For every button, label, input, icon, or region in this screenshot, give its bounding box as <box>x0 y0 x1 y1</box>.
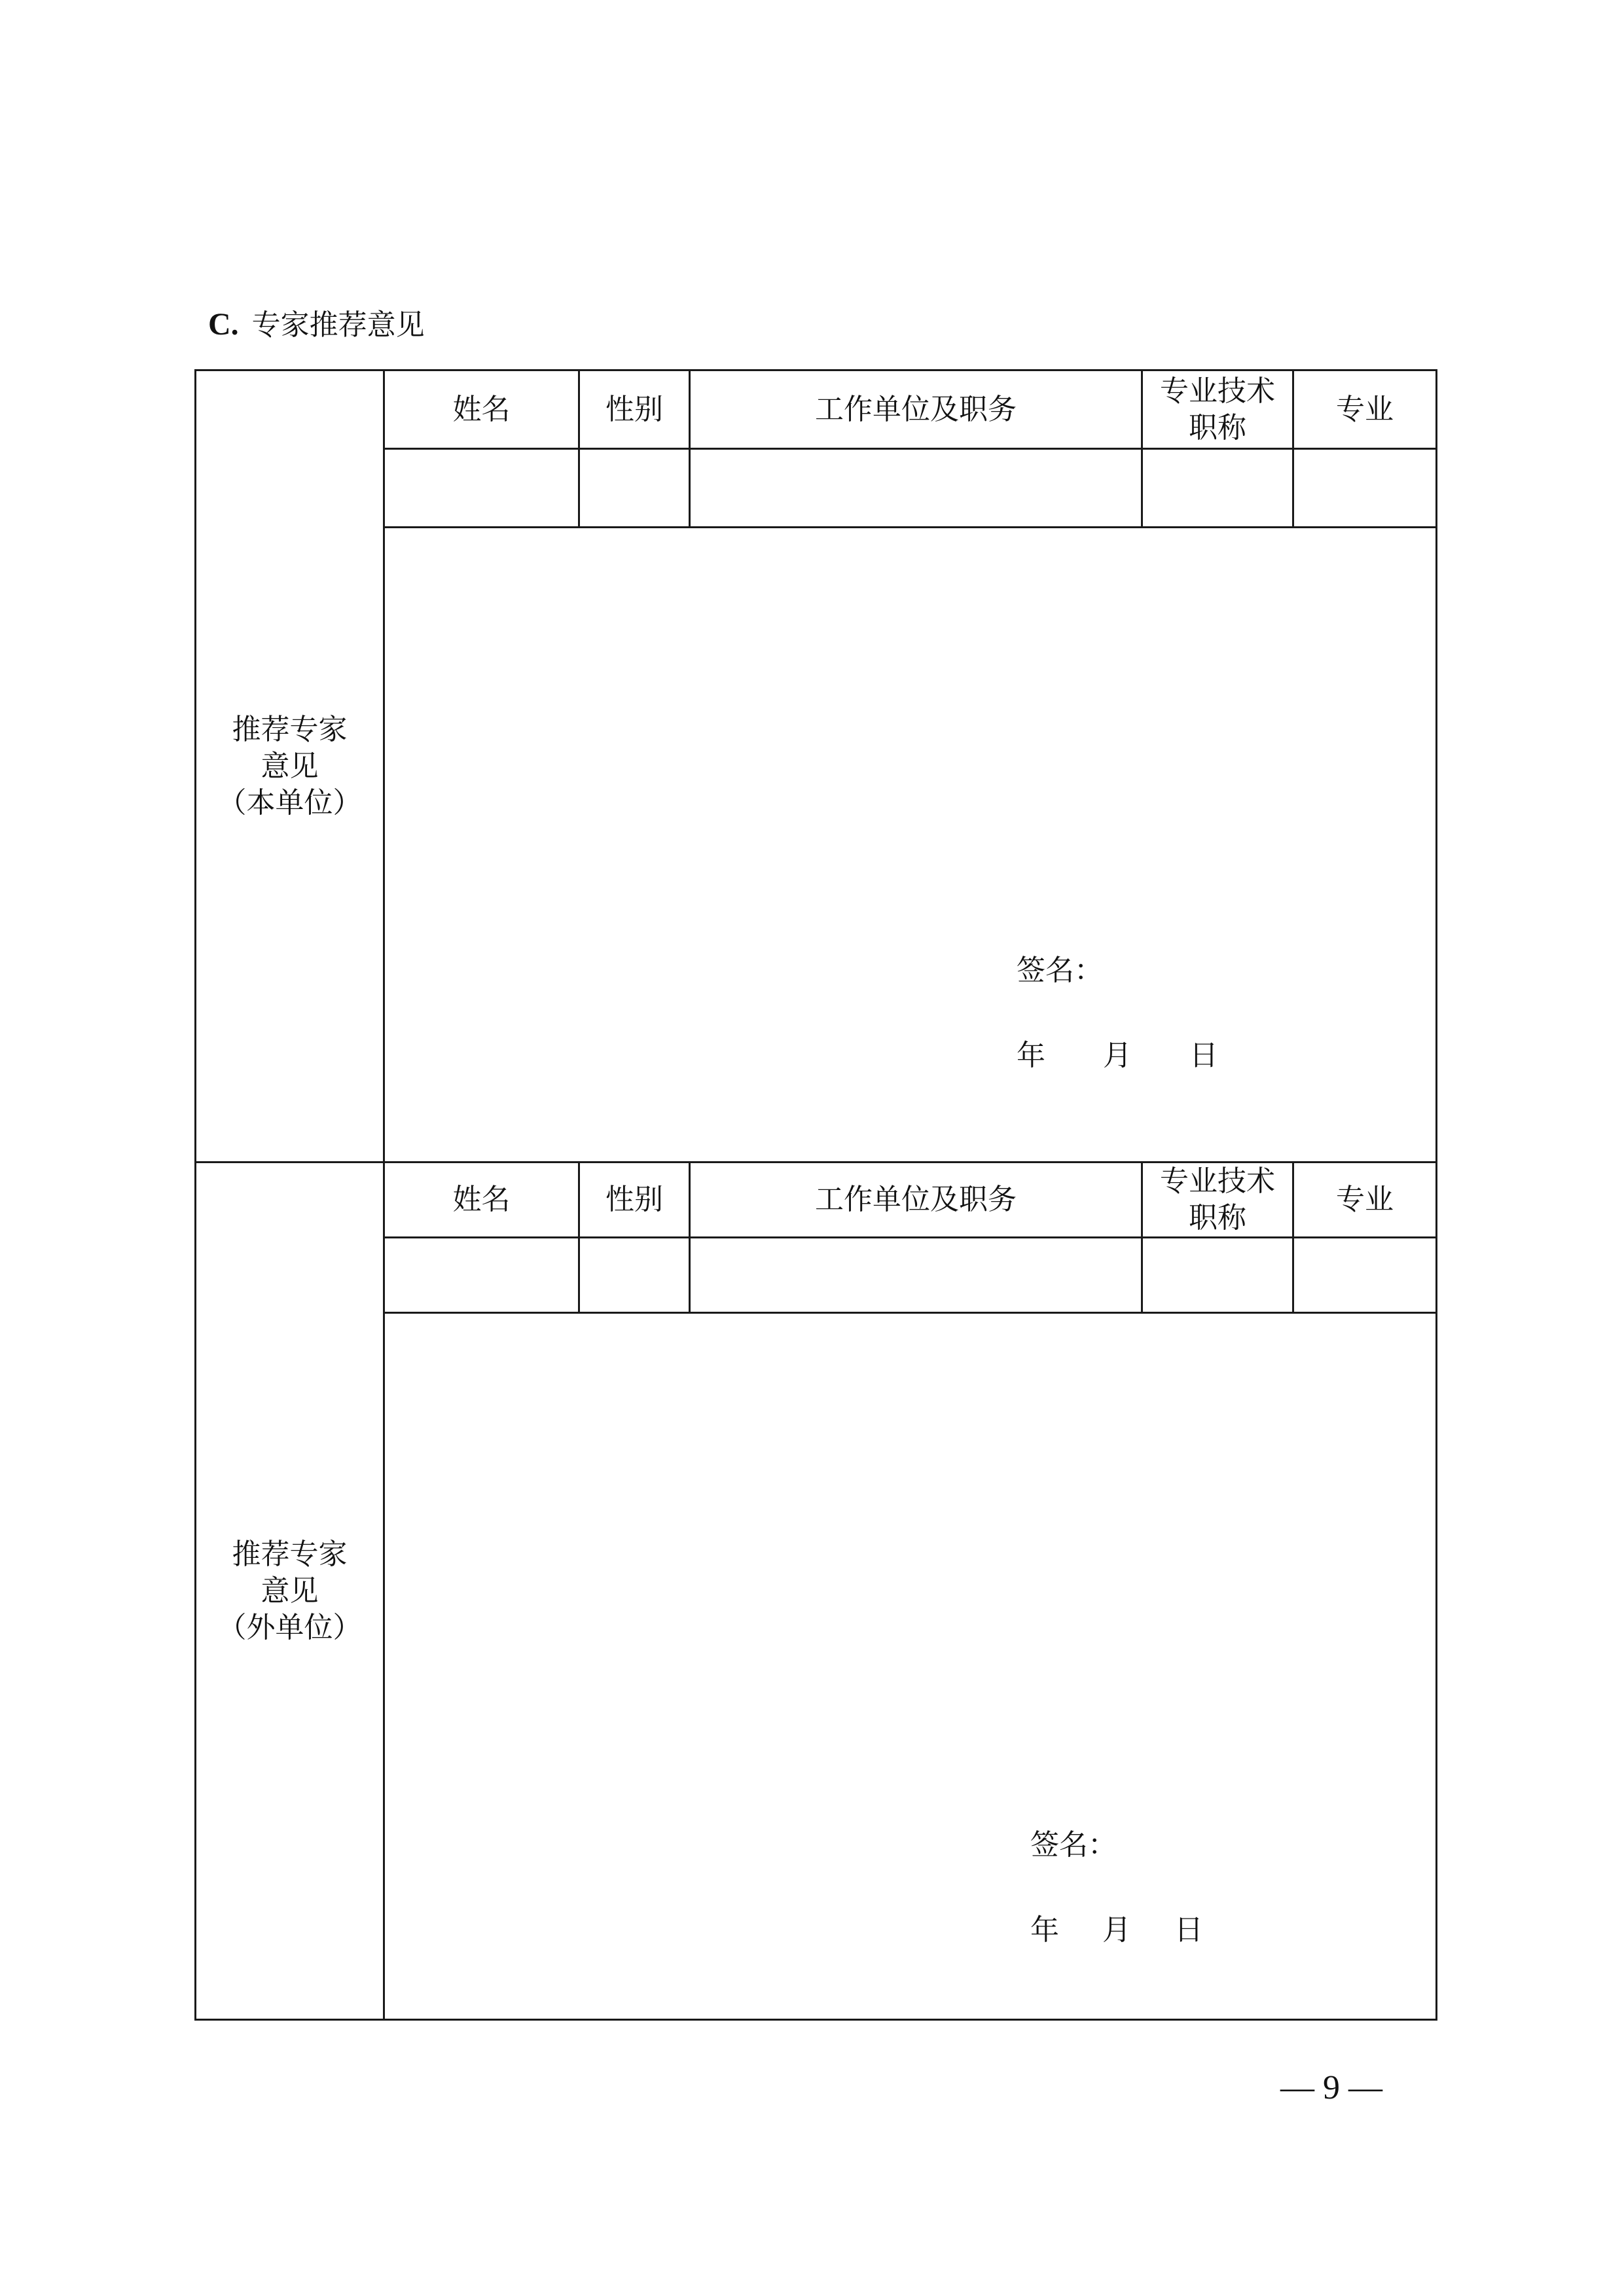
signature-block-external <box>1030 1827 1203 1949</box>
header-line: 专业技术 <box>1160 1164 1275 1198</box>
section-label-line: 推荐专家 <box>232 1537 348 1571</box>
date-row <box>1030 1912 1203 1949</box>
header-line: 职称 <box>1189 410 1246 444</box>
section-title: 专家推荐意见 <box>251 308 425 342</box>
date-day-label: 日 <box>1189 1039 1218 1072</box>
header-row-internal <box>196 370 1437 449</box>
workplace-field-external[interactable] <box>690 1238 1142 1313</box>
section-label-line: 推荐专家 <box>232 712 348 746</box>
signature-block-internal <box>1017 952 1218 1074</box>
name-field-external[interactable] <box>384 1238 579 1313</box>
section-label-line: （外单位） <box>217 1610 362 1644</box>
page-number: — 9 — <box>1280 2069 1382 2106</box>
date-month-label: 月 <box>1103 1039 1132 1072</box>
date-row <box>1017 1037 1218 1074</box>
opinion-field-external[interactable] <box>384 1313 1437 2020</box>
date-month-label: 月 <box>1102 1913 1131 1947</box>
date-year-label: 年 <box>1017 1039 1045 1072</box>
gender-field-internal[interactable] <box>579 449 690 528</box>
section-label-internal <box>196 370 384 1163</box>
signature-label: 签名： <box>1030 1828 1117 1862</box>
column-header-name: 姓名 <box>384 1163 579 1238</box>
section-heading <box>208 306 425 344</box>
column-header-gender: 性别 <box>579 370 690 449</box>
header-line: 专业技术 <box>1160 374 1275 408</box>
signature-label: 签名： <box>1017 954 1103 987</box>
column-header-name: 姓名 <box>384 370 579 449</box>
section-label-line: （本单位） <box>217 785 362 820</box>
section-label-line: 意见 <box>261 749 319 783</box>
professional-title-field-external[interactable] <box>1142 1238 1293 1313</box>
date-year-label: 年 <box>1030 1913 1059 1947</box>
column-header-workplace: 工作单位及职务 <box>690 370 1142 449</box>
major-field-external[interactable] <box>1293 1238 1437 1313</box>
section-letter: C. <box>208 307 239 342</box>
column-header-professional-title <box>1142 370 1293 449</box>
column-header-gender: 性别 <box>579 1163 690 1238</box>
professional-title-field-internal[interactable] <box>1142 449 1293 528</box>
major-field-internal[interactable] <box>1293 449 1437 528</box>
column-header-professional-title <box>1142 1163 1293 1238</box>
date-day-label: 日 <box>1174 1913 1203 1947</box>
column-header-workplace: 工作单位及职务 <box>690 1163 1142 1238</box>
expert-recommendation-table <box>194 369 1437 2021</box>
header-row-external <box>196 1163 1437 1238</box>
column-header-major: 专业 <box>1293 1163 1437 1238</box>
opinion-field-internal[interactable] <box>384 528 1437 1163</box>
section-label-line: 意见 <box>261 1574 319 1608</box>
header-line: 职称 <box>1189 1201 1246 1235</box>
workplace-field-internal[interactable] <box>690 449 1142 528</box>
gender-field-external[interactable] <box>579 1238 690 1313</box>
name-field-internal[interactable] <box>384 449 579 528</box>
section-label-external <box>196 1163 384 2020</box>
column-header-major: 专业 <box>1293 370 1437 449</box>
